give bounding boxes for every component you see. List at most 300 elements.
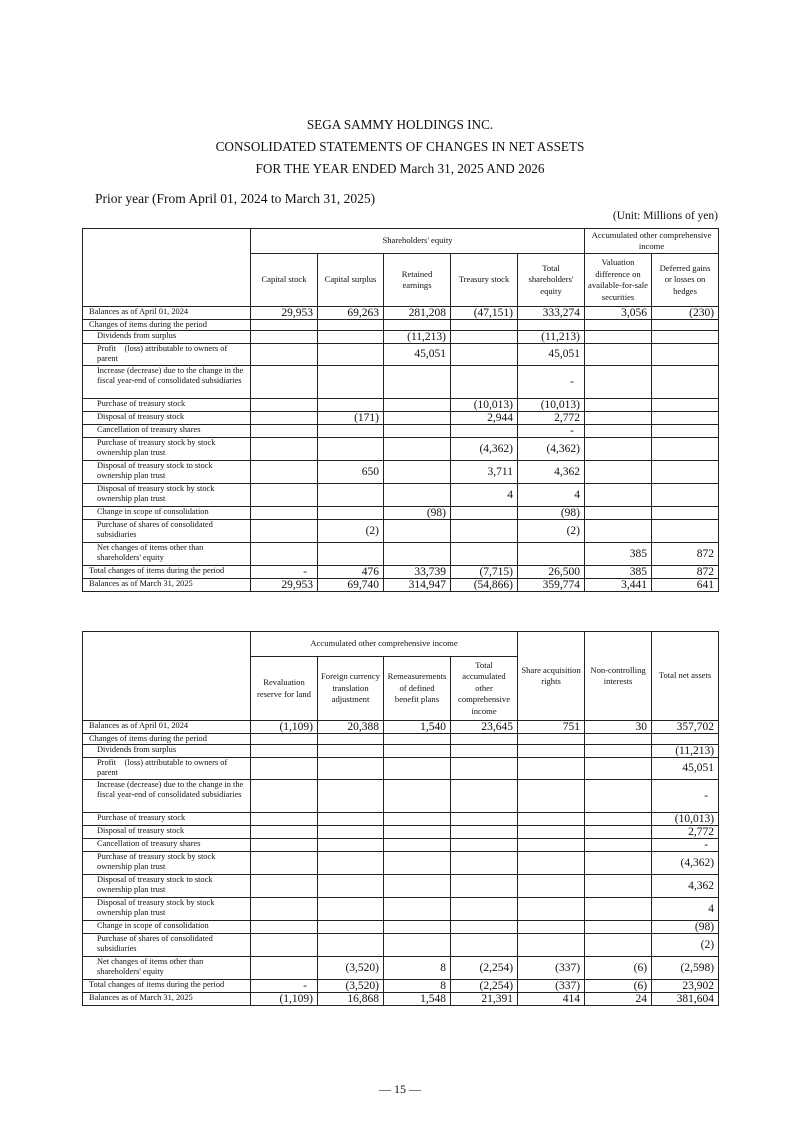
value-cell: 4 (451, 483, 518, 506)
value-cell (384, 779, 451, 812)
row-label: Profit (loss) attributable to owners of parent (83, 344, 251, 365)
value-cell (518, 542, 585, 565)
value-cell (585, 745, 652, 758)
value-cell: (337) (518, 979, 585, 992)
table-row-profit-attributable (83, 758, 719, 779)
col-header-share-acquisition-rights: Share acquisition rights (518, 632, 585, 721)
col-header-2: Capital surplus (318, 254, 384, 307)
value-cell (652, 398, 719, 411)
value-cell: (171) (318, 411, 384, 424)
table-row-profit-attributable (83, 344, 719, 365)
value-cell (518, 779, 585, 812)
value-cell (318, 933, 384, 956)
value-cell (652, 411, 719, 424)
value-cell: 333,274 (518, 307, 585, 320)
row-label: Cancellation of treasury shares (83, 838, 251, 851)
value-cell: (2,254) (451, 979, 518, 992)
value-cell (251, 851, 318, 874)
table-row-net-changes-other (83, 956, 719, 979)
value-cell: 2,944 (451, 411, 518, 424)
row-label: Increase (decrease) due to the change in the fiscal year-end of consolidated subsidiaries (83, 365, 251, 398)
value-cell (585, 344, 652, 365)
value-cell: (10,013) (451, 398, 518, 411)
value-cell (251, 779, 318, 812)
value-cell (251, 437, 318, 460)
value-cell: 24 (585, 992, 652, 1005)
value-cell: (4,362) (518, 437, 585, 460)
value-cell (585, 779, 652, 812)
value-cell (251, 874, 318, 897)
value-cell (318, 344, 384, 365)
value-cell (518, 897, 585, 920)
value-cell (384, 320, 451, 331)
value-cell (251, 398, 318, 411)
value-cell: (10,013) (518, 398, 585, 411)
value-cell (251, 365, 318, 398)
value-cell (518, 758, 585, 779)
value-cell: 4 (518, 483, 585, 506)
value-cell: - (251, 565, 318, 578)
value-cell (318, 745, 384, 758)
value-cell (318, 897, 384, 920)
value-cell (384, 758, 451, 779)
value-cell (384, 460, 451, 483)
value-cell (585, 460, 652, 483)
value-cell (384, 920, 451, 933)
value-cell (652, 424, 719, 437)
row-label: Purchase of shares of consolidated subsidiaries (83, 519, 251, 542)
value-cell: (10,013) (652, 812, 719, 825)
table-row-purchase-subsidiary-shares (83, 933, 719, 956)
value-cell: (98) (518, 506, 585, 519)
value-cell: - (652, 838, 719, 851)
value-cell: 476 (318, 565, 384, 578)
value-cell (318, 874, 384, 897)
value-cell (384, 851, 451, 874)
value-cell (652, 483, 719, 506)
value-cell (585, 411, 652, 424)
value-cell (251, 320, 318, 331)
value-cell (652, 460, 719, 483)
value-cell (585, 320, 652, 331)
value-cell (585, 734, 652, 745)
value-cell (318, 812, 384, 825)
value-cell (251, 460, 318, 483)
value-cell: 385 (585, 565, 652, 578)
table-row-disposal-to-espt (83, 460, 719, 483)
value-cell (384, 734, 451, 745)
col-header-3: Remeasurements of defined benefit plans (384, 657, 451, 721)
value-cell (585, 758, 652, 779)
value-cell (585, 519, 652, 542)
value-cell (251, 933, 318, 956)
statement-header (0, 115, 800, 178)
value-cell: - (652, 779, 719, 812)
col-header-7: Deferred gains or losses on hedges (652, 254, 719, 307)
value-cell (585, 424, 652, 437)
value-cell (451, 734, 518, 745)
value-cell (518, 874, 585, 897)
value-cell (384, 745, 451, 758)
row-label: Balances as of March 31, 2025 (83, 992, 251, 1005)
table-row-disposal-to-espt (83, 874, 719, 897)
value-cell (318, 483, 384, 506)
value-cell (652, 320, 719, 331)
value-cell: 414 (518, 992, 585, 1005)
col-header-total-net-assets: Total net assets (652, 632, 719, 721)
value-cell (585, 331, 652, 344)
row-label: Balances as of March 31, 2025 (83, 578, 251, 591)
row-label: Disposal of treasury stock (83, 411, 251, 424)
value-cell (318, 825, 384, 838)
table-row-balance-start (83, 307, 719, 320)
value-cell: (3,520) (318, 979, 384, 992)
value-cell (652, 331, 719, 344)
col-header-5: Total shareholders' equity (518, 254, 585, 307)
value-cell (251, 812, 318, 825)
value-cell (251, 344, 318, 365)
table-row-purchase-treasury (83, 398, 719, 411)
value-cell: 45,051 (518, 344, 585, 365)
table-row-cancellation-treasury (83, 424, 719, 437)
value-cell: 20,388 (318, 721, 384, 734)
value-cell (384, 437, 451, 460)
table-row-fiscal-year-change (83, 779, 719, 812)
value-cell: 4 (652, 897, 719, 920)
row-label: Total changes of items during the period (83, 979, 251, 992)
value-cell (318, 398, 384, 411)
value-cell: 381,604 (652, 992, 719, 1005)
value-cell (318, 506, 384, 519)
value-cell (585, 483, 652, 506)
value-cell (451, 542, 518, 565)
table-row-purchase-treasury (83, 812, 719, 825)
table-row-fiscal-year-change (83, 365, 719, 398)
col-header-1: Capital stock (251, 254, 318, 307)
accumulated-oci-table (82, 631, 719, 1006)
value-cell (384, 933, 451, 956)
value-cell (384, 825, 451, 838)
row-label: Disposal of treasury stock (83, 825, 251, 838)
statement-title: CONSOLIDATED STATEMENTS OF CHANGES IN NET ASSETS (215, 139, 585, 154)
value-cell: (98) (384, 506, 451, 519)
value-cell: 2,772 (518, 411, 585, 424)
value-cell (585, 812, 652, 825)
table-row-changes-heading (83, 734, 719, 745)
value-cell (251, 745, 318, 758)
value-cell (652, 365, 719, 398)
company-name: SEGA SAMMY HOLDINGS INC. (306, 117, 494, 132)
value-cell (585, 365, 652, 398)
value-cell (384, 838, 451, 851)
value-cell: (1,109) (251, 721, 318, 734)
value-cell (251, 519, 318, 542)
row-label: Purchase of treasury stock (83, 398, 251, 411)
value-cell: (7,715) (451, 565, 518, 578)
value-cell: (98) (652, 920, 719, 933)
value-cell (384, 519, 451, 542)
value-cell: - (518, 365, 585, 398)
value-cell (384, 897, 451, 920)
unit-note: (Unit: Millions of yen) (612, 210, 718, 222)
value-cell: 69,263 (318, 307, 384, 320)
value-cell: (1,109) (251, 992, 318, 1005)
value-cell (251, 506, 318, 519)
row-label: Change in scope of consolidation (83, 920, 251, 933)
value-cell: 314,947 (384, 578, 451, 591)
value-cell (251, 734, 318, 745)
value-cell (585, 437, 652, 460)
row-label: Balances as of April 01, 2024 (83, 721, 251, 734)
value-cell: 8 (384, 956, 451, 979)
value-cell: (4,362) (451, 437, 518, 460)
value-cell (384, 483, 451, 506)
value-cell (451, 812, 518, 825)
value-cell: 29,953 (251, 578, 318, 591)
table-row-cancellation-treasury (83, 838, 719, 851)
value-cell: 385 (585, 542, 652, 565)
value-cell: 23,645 (451, 721, 518, 734)
value-cell (585, 398, 652, 411)
value-cell (451, 851, 518, 874)
value-cell: 872 (652, 542, 719, 565)
row-label: Total changes of items during the period (83, 565, 251, 578)
value-cell (518, 920, 585, 933)
value-cell: - (518, 424, 585, 437)
value-cell: 69,740 (318, 578, 384, 591)
value-cell: 3,441 (585, 578, 652, 591)
value-cell (451, 933, 518, 956)
value-cell (451, 838, 518, 851)
value-cell: 8 (384, 979, 451, 992)
table-row-net-changes-other (83, 542, 719, 565)
table-row-balance-end (83, 992, 719, 1005)
value-cell (585, 838, 652, 851)
table-row-disposal-by-espt (83, 483, 719, 506)
row-label: Disposal of treasury stock by stock ownership plan trust (83, 483, 251, 506)
table-row-scope-change (83, 920, 719, 933)
col-header-non-controlling-interests: Non-controlling interests (585, 632, 652, 721)
row-label: Purchase of treasury stock by stock ownership plan trust (83, 851, 251, 874)
col-header-6: Valuation difference on available-for-sale securities (585, 254, 652, 307)
value-cell (585, 874, 652, 897)
value-cell (518, 838, 585, 851)
value-cell: 650 (318, 460, 384, 483)
row-label: Disposal of treasury stock to stock ownership plan trust (83, 874, 251, 897)
value-cell: 45,051 (652, 758, 719, 779)
row-label: Changes of items during the period (83, 734, 251, 745)
value-cell (518, 734, 585, 745)
value-cell: (2,598) (652, 956, 719, 979)
row-label: Dividends from surplus (83, 745, 251, 758)
value-cell (652, 506, 719, 519)
value-cell (451, 365, 518, 398)
value-cell: (6) (585, 979, 652, 992)
col-header-4: Treasury stock (451, 254, 518, 307)
value-cell: 357,702 (652, 721, 719, 734)
col-header-1: Revaluation reserve for land (251, 657, 318, 721)
row-label: Disposal of treasury stock by stock ownership plan trust (83, 897, 251, 920)
value-cell: (2,254) (451, 956, 518, 979)
table-row-total-changes (83, 979, 719, 992)
value-cell: 3,056 (585, 307, 652, 320)
value-cell: 33,739 (384, 565, 451, 578)
value-cell (451, 519, 518, 542)
value-cell (318, 920, 384, 933)
value-cell (652, 519, 719, 542)
row-label: Purchase of shares of consolidated subsidiaries (83, 933, 251, 956)
value-cell (518, 745, 585, 758)
value-cell (384, 812, 451, 825)
value-cell: (2) (318, 519, 384, 542)
value-cell: 4,362 (518, 460, 585, 483)
value-cell: 23,902 (652, 979, 719, 992)
value-cell: (337) (518, 956, 585, 979)
value-cell (384, 542, 451, 565)
value-cell (585, 851, 652, 874)
value-cell (585, 825, 652, 838)
row-label: Purchase of treasury stock by stock ownership plan trust (83, 437, 251, 460)
header-corner (83, 229, 251, 307)
value-cell (318, 734, 384, 745)
value-cell (585, 506, 652, 519)
value-cell (318, 424, 384, 437)
value-cell (585, 933, 652, 956)
value-cell (585, 897, 652, 920)
value-cell (451, 758, 518, 779)
value-cell (384, 424, 451, 437)
value-cell: 30 (585, 721, 652, 734)
table-row-purchase-espt (83, 437, 719, 460)
value-cell (318, 851, 384, 874)
value-cell: (11,213) (384, 331, 451, 344)
value-cell: 1,548 (384, 992, 451, 1005)
value-cell (251, 825, 318, 838)
table-row-disposal-treasury (83, 825, 719, 838)
value-cell (451, 779, 518, 812)
value-cell (318, 365, 384, 398)
group-header-aoci: Accumulated other comprehensive income (585, 229, 719, 254)
value-cell (451, 897, 518, 920)
row-label: Changes of items during the period (83, 320, 251, 331)
row-label: Cancellation of treasury shares (83, 424, 251, 437)
value-cell: 2,772 (652, 825, 719, 838)
table-row-disposal-by-espt (83, 897, 719, 920)
value-cell (451, 825, 518, 838)
value-cell (518, 851, 585, 874)
row-label: Dividends from surplus (83, 331, 251, 344)
value-cell (318, 437, 384, 460)
value-cell: 21,391 (451, 992, 518, 1005)
group-header-aoci: Accumulated other comprehensive income (251, 632, 518, 657)
value-cell: (11,213) (652, 745, 719, 758)
value-cell: 359,774 (518, 578, 585, 591)
value-cell (251, 897, 318, 920)
value-cell: (47,151) (451, 307, 518, 320)
table-row-dividends (83, 745, 719, 758)
row-label: Net changes of items other than shareholders' equity (83, 542, 251, 565)
value-cell: 29,953 (251, 307, 318, 320)
value-cell (518, 933, 585, 956)
shareholders-equity-table (82, 228, 719, 592)
value-cell (318, 320, 384, 331)
value-cell (518, 320, 585, 331)
row-label: Net changes of items other than shareholders' equity (83, 956, 251, 979)
value-cell (251, 411, 318, 424)
value-cell (652, 437, 719, 460)
value-cell: (2) (518, 519, 585, 542)
value-cell (384, 365, 451, 398)
value-cell (384, 874, 451, 897)
value-cell: - (251, 979, 318, 992)
value-cell: 281,208 (384, 307, 451, 320)
row-label: Profit (loss) attributable to owners of parent (83, 758, 251, 779)
value-cell: 3,711 (451, 460, 518, 483)
value-cell (451, 745, 518, 758)
row-label: Disposal of treasury stock to stock ownership plan trust (83, 460, 251, 483)
value-cell: (230) (652, 307, 719, 320)
col-header-3: Retained earnings (384, 254, 451, 307)
table-row-scope-change (83, 506, 719, 519)
value-cell (451, 320, 518, 331)
col-header-2: Foreign currency translation adjustment (318, 657, 384, 721)
group-header-shareholders-equity: Shareholders' equity (251, 229, 585, 254)
table-row-balance-start (83, 721, 719, 734)
value-cell: 751 (518, 721, 585, 734)
value-cell: 872 (652, 565, 719, 578)
value-cell (451, 344, 518, 365)
prior-year-heading: Prior year (From April 01, 2024 to March 31, 2025) (95, 191, 376, 206)
header-corner (83, 632, 251, 721)
value-cell (251, 920, 318, 933)
row-label: Purchase of treasury stock (83, 812, 251, 825)
value-cell (451, 920, 518, 933)
value-cell (384, 398, 451, 411)
row-label: Balances as of April 01, 2024 (83, 307, 251, 320)
value-cell (518, 812, 585, 825)
value-cell (451, 874, 518, 897)
value-cell: (6) (585, 956, 652, 979)
value-cell: 1,540 (384, 721, 451, 734)
value-cell: (4,362) (652, 851, 719, 874)
value-cell: 4,362 (652, 874, 719, 897)
table-row-changes-heading (83, 320, 719, 331)
value-cell (251, 331, 318, 344)
value-cell (251, 483, 318, 506)
value-cell (318, 779, 384, 812)
value-cell: (11,213) (518, 331, 585, 344)
value-cell (318, 331, 384, 344)
value-cell: (3,520) (318, 956, 384, 979)
table-row-disposal-treasury (83, 411, 719, 424)
value-cell (318, 838, 384, 851)
value-cell: 641 (652, 578, 719, 591)
table-row-balance-end (83, 578, 719, 591)
value-cell (251, 758, 318, 779)
value-cell (451, 506, 518, 519)
value-cell (652, 734, 719, 745)
value-cell: (54,866) (451, 578, 518, 591)
value-cell (251, 542, 318, 565)
value-cell: 16,868 (318, 992, 384, 1005)
value-cell (318, 758, 384, 779)
value-cell (318, 542, 384, 565)
value-cell (384, 411, 451, 424)
value-cell: (2) (652, 933, 719, 956)
table-row-total-changes (83, 565, 719, 578)
table-row-purchase-subsidiary-shares (83, 519, 719, 542)
value-cell (251, 838, 318, 851)
